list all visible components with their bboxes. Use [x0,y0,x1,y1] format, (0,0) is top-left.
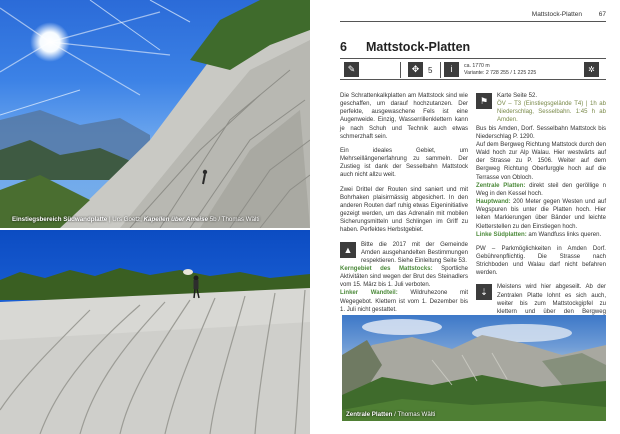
linker-wandteil-paragraph [340,289,468,313]
text-column-right [476,92,606,324]
ov-route-text: Auf dem Bergweg Richtung Mattstock durch den Wald hoch zur Alp Walau. Hier westwärts auf der Strasse zu P. 1506. Weiter auf dem Bergweg Richtung Oberfurggle hoch auf die Terrasse von Obloch. [476,141,606,181]
descent-text: Meistens wird hier abgeseilt. Ab der Zentralen Platte lohnt es sich auch, weiter bis zum Mattstockgipfel zu klettern und über den Bergweg [497,284,606,315]
zentrale-platten-paragraph [476,182,606,198]
linke-suedplatten-label: Linke Südplatten: [476,231,527,238]
guidebook-icon: ✎ [344,62,359,77]
altitude-text: ca. 1770 m [464,63,490,69]
kerngebiet-paragraph [340,265,468,289]
running-header [340,10,606,22]
linker-wandteil-text: Wildruhezone mit Wegegebot. Klettern ist vom 1. Dezember bis 1. Juli nicht gestattet. [340,290,468,313]
ov-label: ÖV [497,101,506,108]
info-bar [340,58,606,80]
regulation-text: Bitte die 2017 mit der Gemeinde Amden ausgehandelten Bestimmungen respektieren. Siehe Einleitung Seite 53. [361,241,468,264]
caption-climber: | Urs Goetz, [107,216,144,223]
map-reference: Karte Seite 52. [497,93,538,99]
photo1-caption [12,216,260,223]
photo-suedwandplatte [0,0,310,228]
intro-paragraph: Die Schrattenkalkplatten am Mattstock sind wie geschaffen, um darauf hochzutanzen. Der perfekte, ausgewaschene Fels ist eine Augenweide. Einzig, Wasserrillenklettern kann je nach Schuh und Technik auch etwas schmerzhaft sein. [340,93,468,140]
access-block [476,92,606,125]
caption-grade: 5b [208,216,217,223]
zentrale-platten-label: Zentrale Platten: [476,182,526,189]
photo3-caption [346,411,435,418]
page-number: 67 [598,11,606,18]
chapter-heading [340,40,470,54]
hiker-icon: ⚑ [476,93,492,109]
hauptwand-text: 200 Meter gegen Westen und auf Wegspuren bis unter die Platten hoch. Hier leiten Markierungen über Bänder und leichte Kletterstellen zu den Einstiegen hoch. [476,199,606,230]
ov-line [497,101,606,123]
text-column-left [340,92,468,314]
photo-zentrale-platten [342,315,606,421]
chapter-number: 6 [340,40,347,54]
photo-rock-slab [0,230,310,434]
variant-text: Variante: 2 728 255 / 1 225 225 [464,70,537,76]
photo1-scene [0,0,310,228]
warning-icon: ▲ [340,242,356,258]
kerngebiet-text: Sportliche Aktivitäten sind wegen der Brut des Steinadlers vom 15. März bis 1. Juli verboten. [340,265,468,289]
hauptwand-paragraph [476,198,606,231]
ov-text: – T3 (Einstiegsgelände T4) | 1h ab Niederschlag, Sesselbahn. 1:45 h ab Amden. [497,101,606,124]
divider [400,62,401,78]
regulation-note [340,241,468,265]
divider [440,62,441,78]
header-title: Mattstock-Platten [531,11,582,18]
rating-icon: ✲ [584,62,599,77]
photo3-scene [342,315,606,421]
caption-route: Kapellen über Ameise [143,216,209,223]
grade-value: 5 [428,66,433,75]
right-page [312,0,620,434]
compass-icon: ✥ [408,62,423,77]
caption-credit: / Thomas Wälti [392,411,436,418]
parking-paragraph [476,245,606,278]
caption-place: Zentrale Platten [346,411,393,418]
hauptwand-label: Hauptwand: [476,199,511,206]
linke-suedplatten-paragraph [476,231,606,239]
linker-wandteil-label: Linker Wandteil: [340,290,398,297]
photo2-scene [0,230,310,434]
linke-suedplatten-text: am Wandfuss links queren. [526,231,602,238]
ov-bus-text: Bus bis Amden, Dorf. Sesselbahn Mattstock bis Niederschlag P. 1290. [476,125,606,140]
caption-place: Einstiegsbereich Südwandplatte [12,216,108,223]
chapter-title: Mattstock-Platten [366,40,471,54]
pw-text: – Parkmöglichkeiten in Amden Dorf. Gebührenpflichtig. Die Strasse nach Strichboden und Walau darf nicht befahren werden. [476,245,606,277]
pw-label: PW [476,245,486,252]
caption-credit: / Thomas Wälti [216,216,260,223]
experience-paragraph: Ein ideales Gebiet, um Mehrseillängenerfahrung zu sammeln. Der Zustieg ist dank der Sesselbahn Mattstock auch nicht allzu weit. [340,147,468,179]
info-icon: i [444,62,459,77]
abseil-icon: ⇣ [476,284,492,300]
zentrale-platten-text: direkt steil den geröllige n Weg in den Kessel hoch. [476,182,606,197]
routes-paragraph: Zwei Drittel der Routen sind saniert und mit Bohrhaken plaisirmässig abgesichert. In den anderen Routen darf ruhig etwas Eigeninitiative gezeigt werden, um das Adrenalin mit mobilen Sicherungsmitteln und Schlingen im Griff zu haben. Perfektes Herbstgebiet. [340,186,468,234]
kerngebiet-label: Kerngebiet des Mattstocks: [340,265,433,272]
